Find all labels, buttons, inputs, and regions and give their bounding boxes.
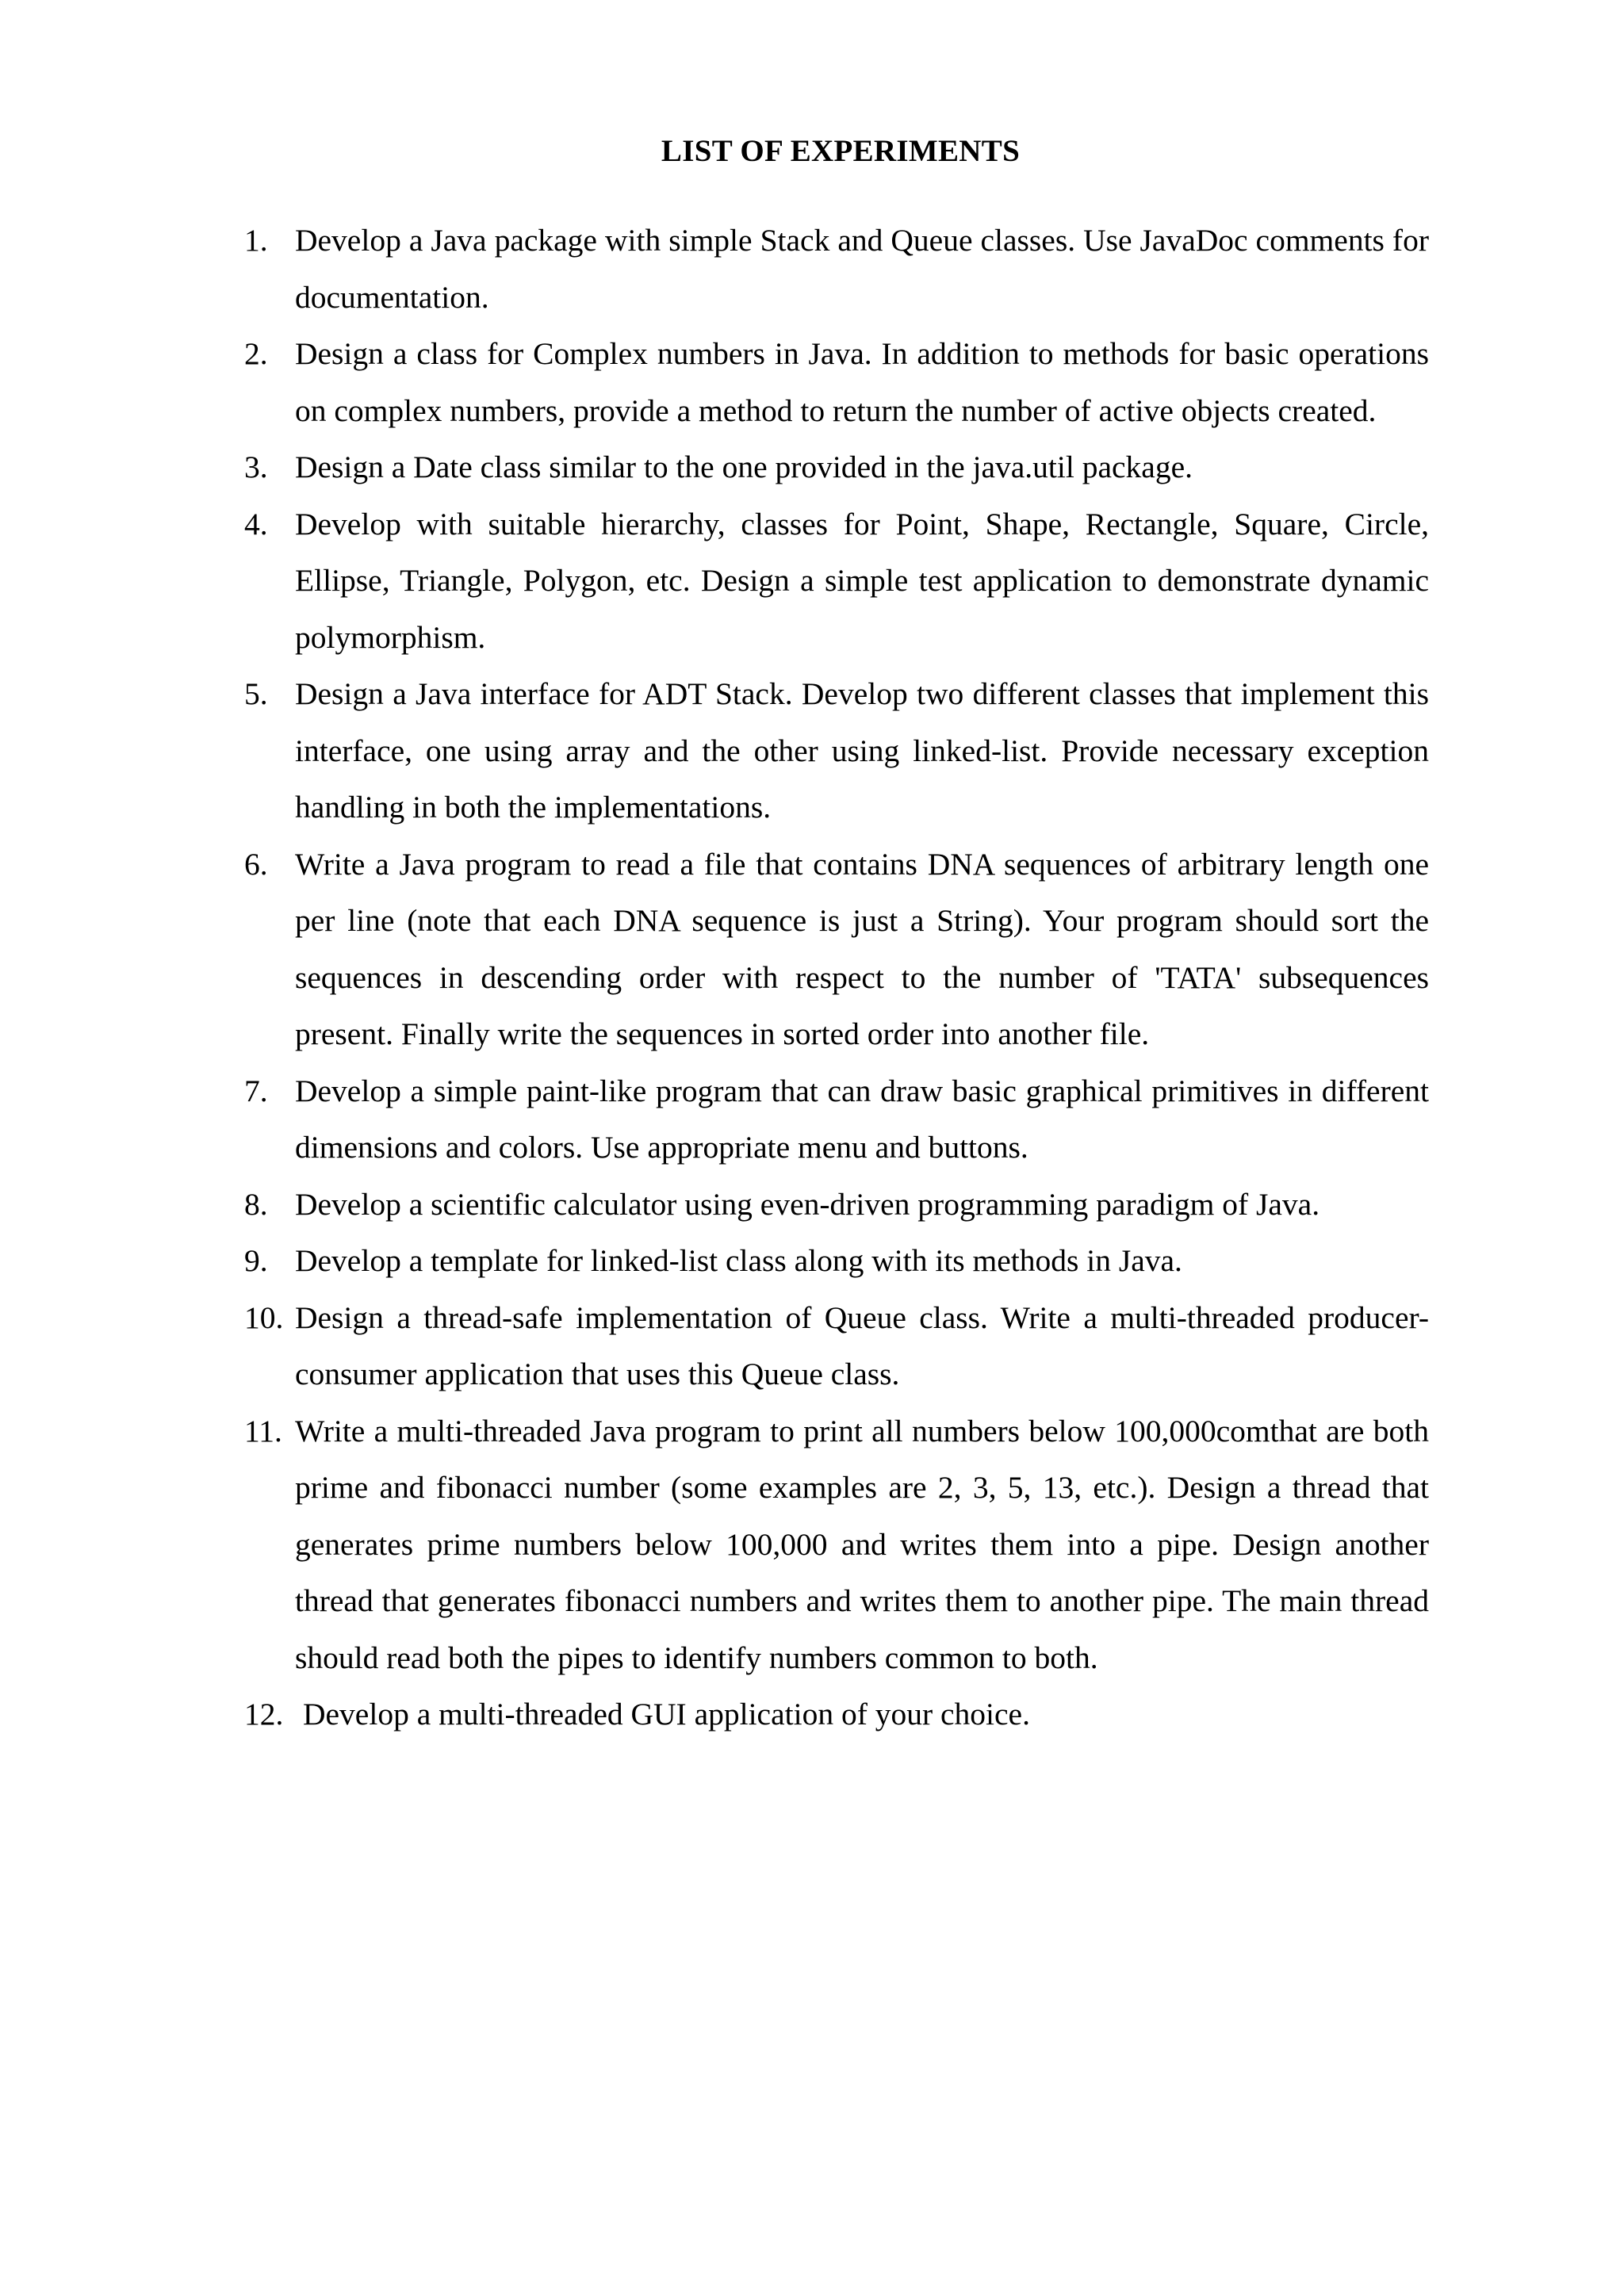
list-item	[244, 439, 1429, 496]
item-number: 12.	[244, 1697, 284, 1732]
item-text: Develop a Java package with simple Stack and Queue classes. Use JavaDoc comments for documentation.	[295, 223, 1429, 315]
item-text: Design a thread-safe implementation of Queue class. Write a multi-threaded producer-consumer application that uses this Queue class.	[295, 1299, 1429, 1391]
item-text: Design a Java interface for ADT Stack. Develop two different classes that implement this interface, one using array and the other using linked-list. Provide necessary exception handling in both the implementations.	[295, 676, 1429, 825]
item-number: 9.	[244, 1243, 268, 1278]
list-item	[244, 1290, 1429, 1403]
list-item	[244, 1177, 1429, 1234]
item-number: 1.	[244, 223, 268, 258]
list-item	[244, 666, 1429, 836]
item-text: Develop a multi-threaded GUI application of your choice.	[303, 1697, 1030, 1732]
page-title: LIST OF EXPERIMENTS	[661, 134, 1021, 168]
list-item	[244, 1403, 1429, 1687]
list-item	[244, 1233, 1429, 1290]
item-number: 6.	[244, 846, 268, 882]
item-number: 7.	[244, 1073, 268, 1108]
experiment-list	[244, 212, 1429, 1743]
item-text: Develop a simple paint-like program that can draw basic graphical primitives in different dimensions and colors. Use appropriate menu and buttons.	[295, 1073, 1429, 1165]
item-number: 10.	[244, 1299, 284, 1335]
list-item	[244, 836, 1429, 1063]
list-item	[244, 1063, 1429, 1177]
list-item	[244, 212, 1429, 326]
item-number: 11.	[244, 1413, 282, 1448]
item-text: Design a class for Complex numbers in Java. In addition to methods for basic operations on complex numbers, provide a method to return the number of active objects created.	[295, 336, 1429, 428]
item-text: Write a Java program to read a file that contains DNA sequences of arbitrary length one per line (note that each DNA sequence is just a String). Your program should sort the sequences in descending order with respect to the number of 'TATA' subsequences present. Finally write the sequences in sorted order into another file.	[295, 846, 1429, 1051]
item-number: 8.	[244, 1186, 268, 1222]
item-number: 4.	[244, 506, 268, 541]
item-number: 2.	[244, 336, 268, 371]
list-item	[244, 1686, 1429, 1743]
list-item	[244, 326, 1429, 439]
item-text: Develop a scientific calculator using even-driven programming paradigm of Java.	[295, 1186, 1320, 1222]
item-text: Write a multi-threaded Java program to print all numbers below 100,000comthat are both prime and fibonacci number (some examples are 2, 3, 5, 13, etc.). Design a thread that generates prime numbers below 100,000 and writes them into a pipe. Design another thread that generates fibonacci numbers and writes them to another pipe. The main thread should read both the pipes to identify numbers common to both.	[295, 1413, 1429, 1675]
item-number: 5.	[244, 676, 268, 711]
item-text: Develop a template for linked-list class along with its methods in Java.	[295, 1243, 1182, 1278]
list-item	[244, 496, 1429, 667]
item-text: Design a Date class similar to the one provided in the java.util package.	[295, 450, 1193, 484]
item-number: 3.	[244, 450, 268, 484]
item-text: Develop with suitable hierarchy, classes for Point, Shape, Rectangle, Square, Circle, Ellipse, Triangle, Polygon, etc. Design a simple test application to demonstrate dynamic polymorphism.	[295, 506, 1429, 655]
